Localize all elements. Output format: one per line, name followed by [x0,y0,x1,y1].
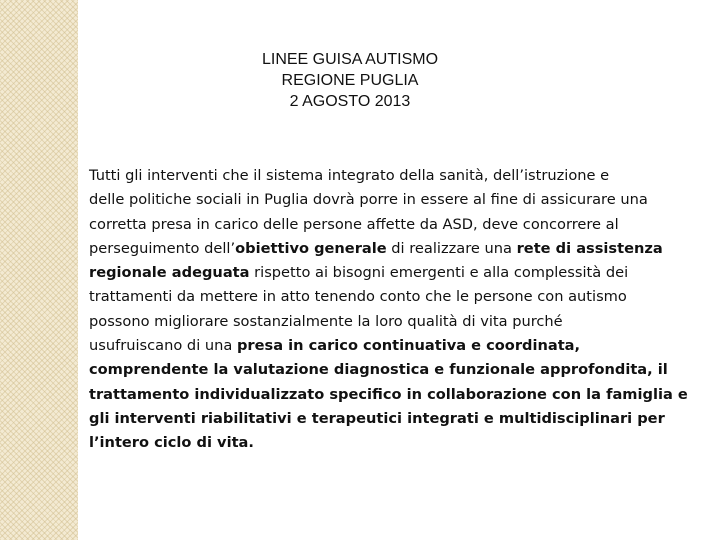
paragraph-line-12: l’intero ciclo di vita. [89,434,254,452]
title-line-2: REGIONE PUGLIA [281,72,419,89]
bold-phrase-regionale-adeguata: regionale adeguata [89,264,250,282]
decorative-side-band [0,0,78,540]
text-run: di realizzare una [386,239,517,257]
slide-title [200,49,500,112]
paragraph-line-9: comprendente la valutazione diagnostica e funzionale approfondita, il [89,361,668,379]
text-run: perseguimento dell’ [89,239,236,257]
bold-phrase-presa-in-carico: presa in carico continuativa e coordinata, [236,337,581,355]
text-run: usufruiscano di una [89,337,237,355]
paragraph-line-7: possono migliorare sostanzialmente la loro qualità di vita purché [89,312,563,330]
paragraph-line-1: Tutti gli interventi che il sistema integrato della sanità, dell’istruzione e [89,167,610,184]
body-paragraph [89,164,709,456]
paragraph-line-10: trattamento individualizzato specifico in collaborazione con la famiglia e [89,385,688,403]
title-line-3: 2 AGOSTO 2013 [289,93,411,110]
paragraph-line-5 [89,261,709,285]
bold-phrase-rete-di-assistenza: rete di assistenza [516,239,663,257]
paragraph-line-2: delle politiche sociali in Puglia dovrà porre in essere al fine di assicurare una [89,191,648,209]
paragraph-line-4 [89,237,709,261]
bold-phrase-obiettivo-generale: obiettivo generale [235,239,387,257]
paragraph-line-6: trattamenti da mettere in atto tenendo conto che le persone con autismo [89,288,627,306]
paragraph-line-3: corretta presa in carico delle persone affette da ASD, deve concorrere al [89,215,619,233]
title-line-1: LINEE GUISA AUTISMO [261,51,439,68]
paragraph-line-11: gli interventi riabilitativi e terapeutici integrati e multidisciplinari per [89,409,665,427]
text-run: rispetto ai bisogni emergenti e alla complessità dei [249,264,629,282]
paragraph-line-8 [89,334,709,358]
